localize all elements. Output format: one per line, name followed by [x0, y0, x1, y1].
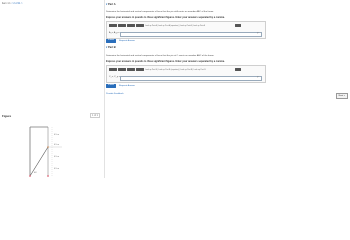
keyboard-icon[interactable]: [235, 24, 241, 27]
part-b-request-answer-link[interactable]: Request Answer: [119, 84, 135, 87]
left-pane: [0, 0, 105, 178]
templates-icon[interactable]: [109, 24, 117, 27]
provide-feedback-link[interactable]: Provide Feedback: [106, 93, 124, 95]
part-b-instruction: Determine the horizontal and vertical components of force that the pin at C exerts on member ABC of the frame.: [106, 55, 215, 57]
collapse-icon: ▾: [106, 46, 109, 49]
frame-diagram: [26, 119, 76, 178]
part-a-expression-label: A_x, A_y =: [109, 32, 120, 34]
part-a-title: Part A: [108, 3, 116, 6]
pin-c-icon: [47, 175, 49, 177]
part-a-instruction: Determine the horizontal and vertical components of force that the pin at A exerts on member ABC of the frame.: [106, 11, 214, 13]
part-b-header[interactable]: [106, 46, 116, 49]
part-b-answer-input[interactable]: [120, 76, 262, 81]
help-icon[interactable]: ?: [257, 31, 259, 35]
dimension-label: 0.5 m: [54, 156, 60, 158]
dimension-label: 0.5 m: [54, 134, 60, 136]
undo-icon[interactable]: [127, 68, 135, 71]
part-b-submit-button[interactable]: Submit: [107, 84, 115, 86]
redo-icon[interactable]: [136, 24, 144, 27]
dimension-label: 0.5 m: [54, 144, 60, 146]
part-a-request-answer-link[interactable]: Request Answer: [119, 39, 135, 42]
redo-icon[interactable]: [136, 68, 144, 71]
symbols-icon[interactable]: [118, 68, 126, 71]
help-icon[interactable]: ?: [257, 75, 259, 79]
frame-figure: [26, 119, 76, 178]
pin-a-icon: [29, 175, 31, 177]
part-b-answer-box: [106, 65, 266, 83]
part-a-toolbar-note: Look up Part A | Look up Part A (equation) | Look up Part A | Look up Part A: [145, 24, 205, 27]
item-navigation: [2, 2, 23, 5]
next-button[interactable]: Next >: [336, 93, 348, 99]
templates-icon[interactable]: [109, 68, 117, 71]
part-b-bold-instruction: Express your answers in pounds to three significant figures. Enter your answers separated by a comma.: [106, 60, 225, 63]
collapse-icon: ▾: [106, 3, 109, 6]
part-b-toolbar-note: Look up Part B | Look up Part B (equation) | Look up Part B | Look up Part B: [145, 68, 206, 71]
part-b-toolbar: [109, 68, 144, 71]
symbols-icon[interactable]: [118, 24, 126, 27]
diagonal-member: [30, 147, 48, 176]
item-prefix: Item 1 1: [2, 2, 12, 5]
right-pane: [104, 0, 350, 178]
item-pager-link[interactable]: < 2 of 11 >: [11, 2, 23, 5]
keyboard-icon[interactable]: [235, 68, 241, 71]
pin-b-icon: [47, 146, 49, 148]
part-a-bold-instruction: Express your answers in pounds to three significant figures. Enter your answers separated by a comma.: [106, 16, 225, 19]
part-a-header[interactable]: [106, 3, 116, 6]
undo-icon[interactable]: [127, 24, 135, 27]
part-a-submit-button[interactable]: Submit: [107, 39, 115, 41]
part-a-answer-input[interactable]: [120, 32, 262, 37]
part-a-answer-box: [106, 21, 266, 39]
part-b-expression-label: C_x, C_y =: [109, 76, 120, 78]
part-b-title: Part B: [108, 46, 116, 49]
figure-label: Figure: [2, 114, 12, 118]
dimension-label: 0.5 m: [54, 168, 60, 170]
angle-label: 60°: [34, 172, 38, 174]
figure-pager[interactable]: 1 of 1: [92, 114, 98, 117]
part-a-toolbar: [109, 24, 144, 27]
